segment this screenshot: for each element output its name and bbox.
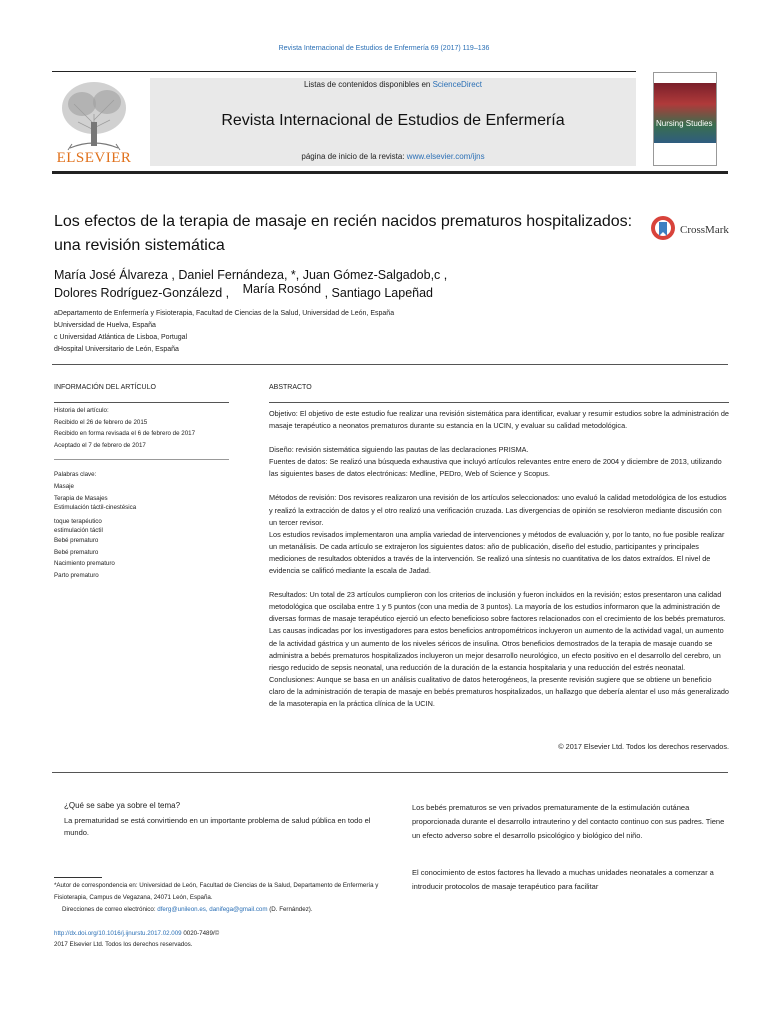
- abstract-conclusions: Conclusiones: Aunque se basa en un análisis cualitativo de datos heterogéneos, la presente revisión sugiere que se obtiene un beneficio claro de la administración de terapia de masaje en bebés prematuros hospitalizados, un hallazgo que debería alentar el uso más generalizado de la masoterapia en la práctica clínica de la UCIN.: [269, 674, 729, 708]
- footnote-rule: [54, 877, 102, 878]
- elsevier-wordmark: ELSEVIER: [56, 150, 132, 166]
- section-rule: [52, 364, 728, 365]
- body-paragraph: El conocimiento de estos factores ha llevado a muchas unidades neonatales a comenzar a introducir protocolos de masaje terapéutico para facilitar: [412, 868, 714, 891]
- article-title: [54, 210, 634, 258]
- history-label: Historia del artículo:: [54, 407, 109, 414]
- received-date: Recibido el 26 de febrero de 2015: [54, 418, 148, 426]
- author-list: [54, 266, 694, 302]
- email-suffix: (D. Fernández).: [267, 906, 313, 913]
- doi-copyright: 2017 Elsevier Ltd. Todos los derechos reservados.: [54, 941, 193, 948]
- homepage-link[interactable]: www.elsevier.com/ijns: [406, 152, 485, 161]
- affiliation-a: aDepartamento de Enfermería y Fisioterapia, Facultad de Ciencias de la Salud, Universidad de León, España: [54, 310, 395, 317]
- keyword-item: toque terapéutico: [54, 518, 102, 525]
- affiliations: [54, 308, 694, 356]
- keywords-label: Palabras clave:: [54, 471, 97, 478]
- crossmark-icon: [650, 214, 676, 244]
- abstract-heading: ABSTRACTO: [269, 384, 312, 391]
- cover-title: Nursing Studies: [656, 119, 713, 128]
- keyword-item: Bebé prematuro: [54, 537, 99, 544]
- cover-image: [654, 83, 716, 143]
- email-links[interactable]: dferg@unileon.es, danifega@gmail.com: [157, 906, 268, 913]
- info-heading-rule: [54, 402, 229, 403]
- body-paragraph: Los bebés prematuros se ven privados prematuramente de la estimulación cutánea proporcionada durante el desarrollo intrauterino y del contacto continuo con sus padres. Tiene un efecto adverso sobre el desarrollo psicológico y biológico del niño.: [412, 803, 725, 840]
- top-rule: [52, 71, 636, 72]
- abstract-end-rule: [52, 772, 728, 773]
- email-prefix: Direcciones de correo electrónico:: [62, 906, 158, 913]
- author-lapena: , Santiago Lapeñad: [324, 286, 434, 300]
- authors-line2: [54, 284, 694, 302]
- affiliation-c: c Universidad Atlántica de Lisboa, Portugal: [54, 334, 188, 341]
- abstract-objective: Objetivo: El objetivo de este estudio fue realizar una revisión sistemática para identificar, evaluar y resumir estudios sobre la administración de masaje terapéutico a neonatos prematuros durante su estancia en la UCIN, y evaluar su calidad metodológica.: [269, 409, 729, 431]
- keyword-item: Terapia de Masajes: [54, 495, 108, 502]
- body-right-column: [412, 801, 730, 894]
- keyword-item: Bebé prematuro: [54, 548, 99, 556]
- article-info-heading: INFORMACIÓN DEL ARTÍCULO: [54, 384, 156, 391]
- doi-link[interactable]: http://dx.doi.org/10.1016/j.ijnurstu.2017.02.009: [54, 930, 182, 937]
- known-answer: La prematuridad se está convirtiendo en un importante problema de salud pública en todo el mundo.: [64, 816, 371, 838]
- authors-line1: María José Álvareza , Daniel Fernándeza, *, Juan Gómez-Salgadob,c ,: [54, 268, 448, 282]
- article-info-sidebar: [54, 405, 229, 581]
- keyword-item: estimulación táctil: [54, 527, 103, 534]
- doi-block: [54, 928, 384, 950]
- keyword-item: Parto prematuro: [54, 571, 99, 579]
- homepage-line: [150, 152, 636, 161]
- corresponding-author: *Autor de correspondencia en: Universidad de León, Facultad de Ciencias de la Salud, Departamento de Enfermería y Fisioterapia, Campus de Vegazana, 24071 León, España.: [54, 882, 379, 901]
- crossmark-badge[interactable]: [650, 214, 740, 244]
- revised-date: Recibido en forma revisada el 6 de febrero de 2017: [54, 430, 196, 437]
- affiliation-d: dHospital Universitario de León, España: [54, 346, 179, 353]
- abstract-copyright: © 2017 Elsevier Ltd. Todos los derechos reservados.: [558, 742, 729, 751]
- keyword-item: Masaje: [54, 482, 74, 490]
- article-title-line2: una revisión sistemática: [54, 237, 225, 254]
- abstract-body: [269, 408, 729, 710]
- corresponding-footnote: [54, 880, 384, 916]
- contents-line: [150, 80, 636, 89]
- known-question: ¿Qué se sabe ya sobre el tema?: [64, 801, 181, 810]
- crossmark-label: CrossMark: [680, 224, 729, 236]
- journal-reference[interactable]: Revista Internacional de Estudios de Enfermería 69 (2017) 119–136: [278, 45, 490, 52]
- abstract-methods: Métodos de revisión: Dos revisores realizaron una revisión de los artículos seleccionados: uno evaluó la calidad metodológica de los estudios y realizó la extracción de datos y el otro realizó una verificación cruzada. Las divergencias de opinión se resolvieron mediante discusión con un tercer revisor.: [269, 493, 727, 527]
- history-rule: [54, 459, 229, 460]
- accepted-date: Aceptado el 7 de febrero de 2017: [54, 441, 146, 449]
- known-box: [64, 800, 384, 840]
- abstract-studies: Los estudios revisados implementaron una amplia variedad de intervenciones y métodos de evaluación y, por lo tanto, no fue posible realizar un metanálisis. De cada artículo se extrajeron los siguientes datos: año de publicación, diseño del estudio, participantes y principales mediciones de resultados obtenidos a través de la intervención. Se realizó una síntesis no cuantitativa de los datos extraídos. El nivel de evidencia se calificó mediante la escala de Jadad.: [269, 529, 725, 576]
- homepage-prefix: página de inicio de la revista:: [301, 152, 407, 161]
- issn: 0020-7489/©: [181, 930, 220, 937]
- article-title-line1: Los efectos de la terapia de masaje en recién nacidos prematuros hospitalizados:: [54, 213, 633, 230]
- journal-title: Revista Internacional de Estudios de Enfermería: [221, 112, 565, 129]
- affiliation-b: bUniversidad de Huelva, España: [54, 322, 156, 329]
- header-rule: [52, 171, 728, 174]
- doi-line: [54, 928, 384, 939]
- author-rodriguez: Dolores Rodríguez-Gonzálezd ,: [54, 286, 230, 300]
- keyword-item: Estimulación táctil-cinestésica: [54, 504, 137, 511]
- author-roson: María Rosónd: [242, 282, 322, 296]
- contents-prefix: Listas de contenidos disponibles en: [304, 80, 433, 89]
- journal-cover-thumbnail[interactable]: [653, 72, 717, 166]
- abstract-design: Diseño: revisión sistemática siguiendo las pautas de las declaraciones PRISMA.: [269, 445, 529, 455]
- abstract-sources: Fuentes de datos: Se realizó una búsqueda exhaustiva que incluyó artículos relevantes entre enero de 2004 y diciembre de 2013, utilizando las siguientes bases de datos electrónicas: Medline, PEDro, Web of Science y Scopus.: [269, 457, 722, 479]
- sciencedirect-link[interactable]: ScienceDirect: [432, 80, 482, 89]
- keyword-item: Nacimiento prematuro: [54, 560, 115, 567]
- abstract-heading-rule: [269, 402, 729, 403]
- abstract-results: Resultados: Un total de 23 artículos cumplieron con los criterios de inclusión y fueron incluidos en la revisión; estos presentaron una calidad metodológica que oscilaba entre 1 y 5 puntos (con una media de 3 puntos). La mayoría de los estudios informaron que la administración de diversas formas de masaje terapéutico ejerció un efecto beneficioso sobre factores relacionados con el crecimiento de los bebés prematuros. Las causas indicadas por los investigadores para estos beneficios antropométricos incluyeron un aumento de la actividad vagal, un aumento de la actividad gástrica y un aumento de los niveles séricos de insulina. Otros beneficios demostrados de la terapia de masaje cuando se administra a bebés prematuros hospitalizados incluyeron un mejor desarrollo neurológico, un efecto positivo en el desarrollo del cerebro, un riesgo reducido de sepsis neonatal, una reducción de la duración de la estancia hospitalaria y una reducción del estrés neonatal.: [269, 590, 726, 672]
- email-line: [54, 904, 384, 916]
